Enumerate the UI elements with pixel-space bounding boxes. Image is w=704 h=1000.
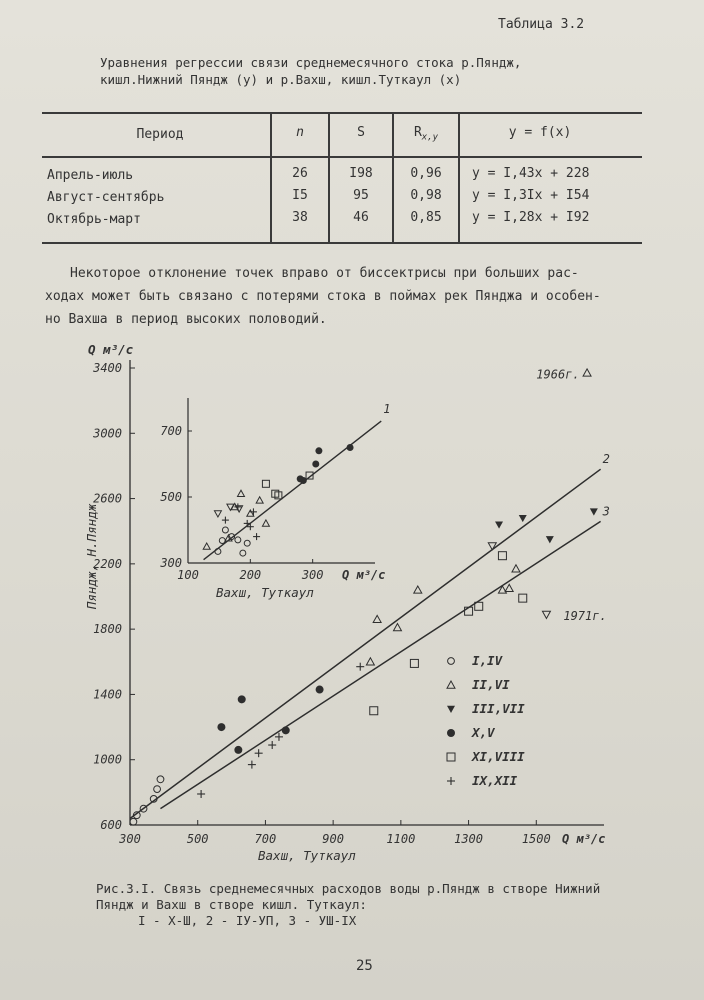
inset-data-point [315, 447, 322, 454]
y-axis-unit: Q м³/с [88, 342, 134, 357]
regression-line-label: 3 [602, 504, 610, 519]
x-tick-label: 900 [322, 832, 344, 846]
legend-marker [447, 706, 455, 713]
data-point [316, 686, 324, 694]
inset-y-tick-label: 300 [160, 556, 182, 570]
inset-x-tick-label: 100 [177, 568, 199, 582]
legend-marker [447, 753, 455, 761]
inset-data-point [347, 444, 354, 451]
data-point [414, 586, 422, 593]
x-axis-label: Вахш, Туткаул [258, 848, 356, 863]
inset-data-point [262, 520, 269, 526]
y-tick-label: 600 [100, 818, 122, 832]
header-equation: y = f(x) [508, 125, 572, 140]
inset-x-tick-label: 200 [239, 568, 262, 582]
cell-n: 38 [292, 210, 308, 225]
legend-label: I,IV [472, 653, 503, 668]
cell-r: 0,98 [410, 188, 442, 203]
data-point [505, 584, 513, 591]
cell-s: 46 [353, 210, 369, 225]
data-point [157, 776, 164, 783]
cell-equation: y = I,43x + 228 [472, 166, 590, 181]
inset-data-point [222, 517, 229, 524]
inset-data-point [237, 490, 244, 496]
x-axis-unit: Q м³/с [562, 832, 606, 846]
data-point [519, 594, 527, 602]
inset-x-tick-label: 300 [301, 568, 324, 582]
x-tick-label: 300 [119, 832, 141, 846]
cell-equation: y = I,28x + I92 [472, 210, 590, 225]
data-point [590, 508, 598, 515]
inset-x-axis-unit: Q м³/с [342, 568, 386, 582]
y-tick-label: 1800 [93, 622, 122, 637]
legend-marker [447, 729, 455, 737]
year-annotation: 1971г. [563, 609, 607, 624]
legend-marker [447, 777, 455, 785]
y-tick-label: 2200 [93, 556, 122, 571]
data-point [373, 615, 381, 622]
table-caption-line-2: кишл.Нижний Пяндж (у) и р.Вахш, кишл.Туткаул (х) [100, 72, 462, 87]
regression-line-2 [130, 469, 601, 818]
data-point [546, 536, 554, 543]
y-tick-label: 1400 [93, 687, 122, 702]
y-axis-label: Пяндж, Н.Пяндж [84, 503, 99, 610]
data-point [370, 707, 378, 715]
cell-n: I5 [292, 188, 308, 203]
data-point [366, 658, 374, 665]
table-top-rule [42, 112, 642, 114]
cell-period: Август-сентябрь [47, 190, 165, 205]
data-point [255, 749, 263, 757]
page-number: 25 [356, 958, 373, 974]
data-point [519, 515, 527, 522]
legend-label: XI,VIII [472, 749, 525, 764]
x-tick-label: 1500 [521, 832, 551, 846]
inset-data-point [253, 533, 260, 540]
y-tick-label: 3000 [93, 426, 122, 441]
inset-y-tick-label: 500 [160, 490, 182, 504]
data-point [238, 695, 246, 703]
figure-caption-line-3: I - X-Ш, 2 - IУ-УП, 3 - УШ-IX [138, 913, 357, 928]
inset-data-point [214, 511, 221, 517]
inset-data-point [262, 480, 269, 487]
inset-y-tick-label: 700 [160, 424, 182, 438]
x-tick-label: 1100 [386, 832, 416, 846]
cell-period: Апрель-июль [47, 168, 134, 183]
cell-r: 0,96 [410, 166, 442, 181]
figure-caption-line-1: Рис.3.I. Связь среднемесячных расходов воды р.Пяндж в створе Нижний [96, 881, 601, 896]
inset-data-point [203, 543, 210, 549]
inset-data-point [250, 508, 257, 515]
inset-data-point [247, 510, 254, 516]
table-header-rule [42, 156, 642, 158]
cell-s: 95 [353, 188, 369, 203]
data-point [498, 552, 506, 560]
data-point [197, 790, 205, 798]
header-s: S [357, 125, 365, 140]
inset-data-point [219, 538, 225, 544]
table-label: Таблица 3.2 [498, 17, 585, 32]
inset-data-point [240, 550, 246, 556]
inset-data-point [312, 461, 319, 468]
figure-caption-line-2: Пяндж и Вахш в створе кишл. Туткаул: [96, 897, 367, 912]
x-tick-label: 700 [254, 832, 277, 846]
legend-label: IX,XII [472, 773, 518, 788]
paragraph-line-2: ходах может быть связано с потерями стока в поймах рек Пянджа и особен- [45, 289, 601, 304]
data-point [234, 746, 242, 754]
legend-label: II,VI [472, 677, 510, 692]
header-n: n [296, 125, 304, 140]
inset-data-point [244, 520, 251, 527]
data-point [356, 663, 364, 671]
y-tick-label: 1000 [93, 752, 122, 767]
legend-marker [447, 681, 455, 688]
data-point [410, 659, 418, 667]
cell-period: Октябрь-март [47, 212, 141, 227]
inset-x-axis-label: Вахш, Туткаул [216, 585, 314, 600]
inset-data-point [235, 537, 241, 543]
table-caption-line-1: Уравнения регрессии связи среднемесячного стока р.Пяндж, [100, 55, 522, 70]
x-tick-label: 500 [186, 832, 209, 846]
data-point [495, 521, 503, 528]
data-point [217, 723, 225, 731]
cell-equation: y = I,3Ix + I54 [472, 188, 590, 203]
data-point [248, 761, 256, 769]
scatter-chart [0, 330, 704, 890]
y-tick-label: 2600 [93, 491, 122, 506]
data-point [130, 818, 137, 825]
data-point [542, 611, 550, 618]
paragraph-line-1: Некоторое отклонение точек вправо от биссектрисы при больших рас- [70, 266, 579, 281]
cell-r: 0,85 [410, 210, 442, 225]
inset-data-point [244, 540, 250, 546]
inset-data-point [222, 527, 228, 533]
table-bottom-rule [42, 242, 642, 244]
paragraph-line-3: но Вахша в период высоких половодий. [45, 312, 327, 327]
header-r: $R_{x,y}$ [413, 125, 439, 143]
cell-s: I98 [349, 166, 373, 181]
regression-line-label: 2 [602, 452, 610, 467]
legend-label: III,VII [472, 701, 525, 716]
year-annotation: 1966г. [536, 367, 580, 382]
data-point [512, 565, 520, 572]
regression-line-3 [160, 521, 600, 808]
legend-label: X,V [472, 725, 495, 740]
inset-regression-line-label: 1 [383, 402, 391, 417]
y-tick-label: 3400 [93, 361, 122, 375]
data-point [154, 786, 161, 793]
data-point [393, 624, 401, 631]
cell-n: 26 [292, 166, 308, 181]
header-period: Период [136, 127, 184, 142]
data-point [268, 741, 276, 749]
legend-marker [448, 658, 455, 665]
data-point [275, 733, 283, 741]
data-point [282, 726, 290, 734]
data-point [583, 369, 591, 376]
table-col-divider [458, 114, 460, 242]
x-tick-label: 1300 [454, 832, 484, 846]
inset-data-point [256, 497, 263, 503]
